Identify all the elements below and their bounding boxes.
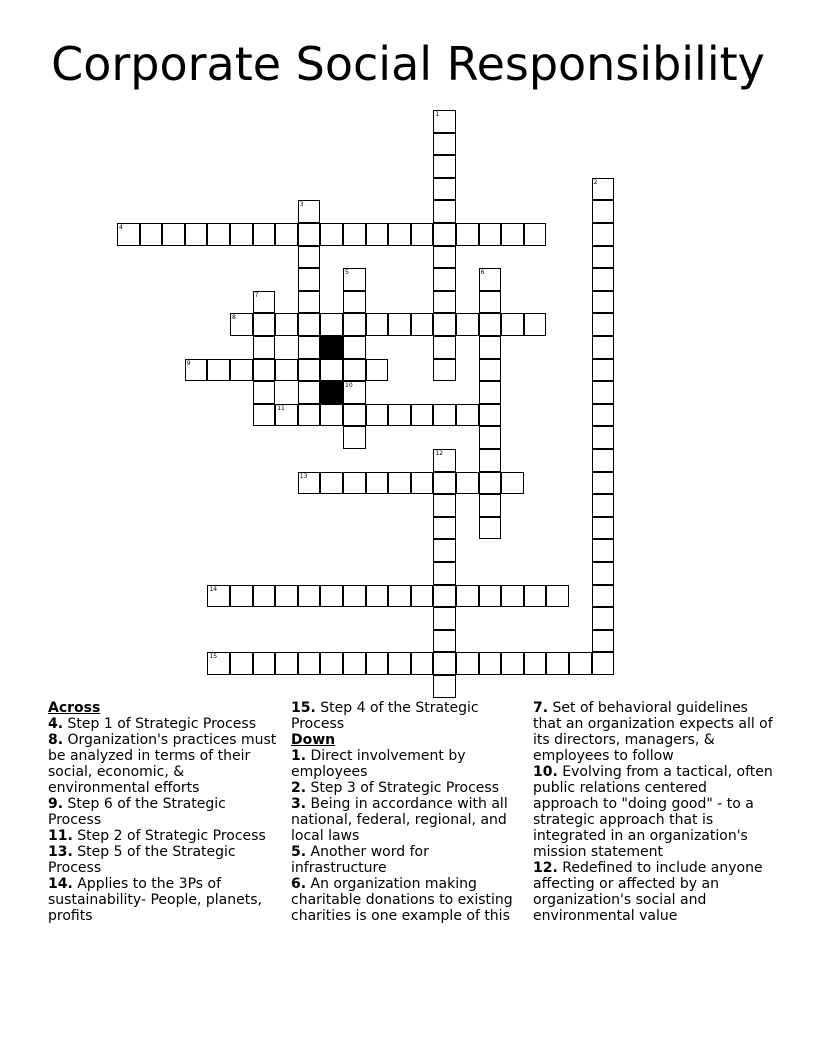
grid-cell[interactable] xyxy=(592,381,615,404)
grid-cell[interactable] xyxy=(592,539,615,562)
clue-number: 5. xyxy=(291,844,307,860)
grid-cell[interactable] xyxy=(569,652,592,675)
grid-cell[interactable] xyxy=(433,607,456,630)
clue-column-3 xyxy=(533,700,773,924)
grid-cell[interactable] xyxy=(411,223,434,246)
grid-cell[interactable] xyxy=(456,585,479,608)
grid-cell[interactable] xyxy=(366,359,389,382)
grid-cell[interactable] xyxy=(592,517,615,540)
grid-cell[interactable] xyxy=(524,652,547,675)
clue-number: 8. xyxy=(48,732,64,748)
down-clue: 3. Being in accordance with all national, federal, regional, and local laws xyxy=(291,796,508,844)
grid-cell[interactable] xyxy=(343,268,366,291)
clue-number-label: 8 xyxy=(232,314,236,322)
clue-number: 9. xyxy=(48,796,64,812)
clue-number-label: 13 xyxy=(299,472,308,480)
grid-cell[interactable] xyxy=(479,652,502,675)
grid-cell[interactable] xyxy=(479,494,502,517)
grid-cell[interactable] xyxy=(524,223,547,246)
across-clue: 9. Step 6 of the Strategic Process xyxy=(48,796,226,828)
grid-cell[interactable] xyxy=(592,585,615,608)
grid-cell[interactable] xyxy=(433,246,456,269)
grid-cell[interactable] xyxy=(298,585,321,608)
grid-cell[interactable] xyxy=(343,404,366,427)
grid-cell[interactable] xyxy=(592,494,615,517)
grid-cell[interactable] xyxy=(592,630,615,653)
across-clue: 8. Organization's practices must be analyzed in terms of their social, economic, & environmental efforts xyxy=(48,732,277,796)
down-clue: 2. Step 3 of Strategic Process xyxy=(291,780,499,796)
clue-number: 4. xyxy=(48,716,64,732)
grid-cell[interactable] xyxy=(298,472,321,495)
across-clue: 14. Applies to the 3Ps of sustainability- People, planets, profits xyxy=(48,876,262,924)
grid-cell[interactable] xyxy=(388,472,411,495)
grid-cell[interactable] xyxy=(501,223,524,246)
clue-number-label: 3 xyxy=(299,201,304,209)
grid-cell[interactable] xyxy=(253,223,276,246)
clue-number-label: 9 xyxy=(186,359,191,367)
down-clue: 1. Direct involvement by employees xyxy=(291,748,466,780)
grid-cell[interactable] xyxy=(253,359,276,382)
grid-cell[interactable] xyxy=(456,313,479,336)
grid-cell[interactable] xyxy=(320,313,343,336)
clue-number-label: 15 xyxy=(209,653,218,661)
grid-cell[interactable] xyxy=(433,291,456,314)
grid-cell[interactable] xyxy=(592,223,615,246)
grid-block xyxy=(320,336,343,359)
clue-number-label: 7 xyxy=(254,291,259,299)
grid-cell[interactable] xyxy=(366,313,389,336)
grid-cell[interactable] xyxy=(298,223,321,246)
grid-cell[interactable] xyxy=(366,404,389,427)
grid-cell[interactable] xyxy=(388,585,411,608)
grid-cell[interactable] xyxy=(298,268,321,291)
grid-cell[interactable] xyxy=(479,517,502,540)
grid-cell[interactable] xyxy=(185,223,208,246)
grid-cell[interactable] xyxy=(320,472,343,495)
grid-cell[interactable] xyxy=(479,404,502,427)
grid-cell[interactable] xyxy=(433,155,456,178)
clue-number: 12. xyxy=(533,860,558,876)
grid-cell[interactable] xyxy=(411,585,434,608)
grid-cell[interactable] xyxy=(592,359,615,382)
grid-cell[interactable] xyxy=(433,539,456,562)
grid-cell[interactable] xyxy=(479,223,502,246)
clue-number: 10. xyxy=(533,764,558,780)
grid-block xyxy=(320,381,343,404)
clue-number-label: 6 xyxy=(480,269,485,277)
clue-number: 7. xyxy=(533,700,549,716)
clue-column-1 xyxy=(48,700,280,924)
clue-number: 11. xyxy=(48,828,73,844)
grid-cell[interactable] xyxy=(479,291,502,314)
grid-cell[interactable] xyxy=(592,178,615,201)
grid-cell[interactable] xyxy=(388,404,411,427)
grid-cell[interactable] xyxy=(343,313,366,336)
grid-cell[interactable] xyxy=(366,652,389,675)
grid-cell[interactable] xyxy=(524,585,547,608)
grid-cell[interactable] xyxy=(433,630,456,653)
grid-cell[interactable] xyxy=(298,313,321,336)
across-clue: 11. Step 2 of Strategic Process xyxy=(48,828,266,844)
clue-number-label: 14 xyxy=(209,585,218,593)
grid-cell[interactable] xyxy=(343,426,366,449)
grid-cell[interactable] xyxy=(479,336,502,359)
clue-number: 2. xyxy=(291,780,307,796)
grid-cell[interactable] xyxy=(592,449,615,472)
grid-cell[interactable] xyxy=(479,449,502,472)
grid-cell[interactable] xyxy=(320,223,343,246)
clue-number-label: 1 xyxy=(435,111,440,118)
grid-cell[interactable] xyxy=(366,223,389,246)
grid-cell[interactable] xyxy=(433,313,456,336)
grid-cell[interactable] xyxy=(501,652,524,675)
grid-cell[interactable] xyxy=(162,223,185,246)
grid-cell[interactable] xyxy=(592,268,615,291)
grid-cell[interactable] xyxy=(592,426,615,449)
grid-cell[interactable] xyxy=(207,223,230,246)
across-clue: 4. Step 1 of Strategic Process xyxy=(48,716,256,732)
grid-cell[interactable] xyxy=(298,246,321,269)
grid-cell[interactable] xyxy=(433,562,456,585)
grid-cell[interactable] xyxy=(298,200,321,223)
grid-cell[interactable] xyxy=(411,313,434,336)
grid-cell[interactable] xyxy=(230,585,253,608)
grid-cell[interactable] xyxy=(433,200,456,223)
across-clue: 15. Step 4 of the Strategic Process xyxy=(291,700,479,732)
clue-number-label: 5 xyxy=(345,269,349,277)
grid-cell[interactable] xyxy=(479,313,502,336)
grid-cell[interactable] xyxy=(456,652,479,675)
grid-cell[interactable] xyxy=(479,268,502,291)
grid-cell[interactable] xyxy=(366,585,389,608)
grid-cell[interactable] xyxy=(275,223,298,246)
grid-cell[interactable] xyxy=(253,652,276,675)
down-heading: Down xyxy=(291,732,336,748)
clue-number: 13. xyxy=(48,844,73,860)
grid-cell[interactable] xyxy=(433,675,456,698)
grid-cell[interactable] xyxy=(433,517,456,540)
grid-cell[interactable] xyxy=(343,291,366,314)
grid-cell[interactable] xyxy=(433,359,456,382)
grid-cell[interactable] xyxy=(592,246,615,269)
grid-cell[interactable] xyxy=(207,359,230,382)
clue-number: 6. xyxy=(291,876,307,892)
grid-cell[interactable] xyxy=(501,472,524,495)
grid-cell[interactable] xyxy=(343,381,366,404)
grid-cell[interactable] xyxy=(433,110,456,133)
grid-cell[interactable] xyxy=(456,404,479,427)
grid-cell[interactable] xyxy=(366,472,389,495)
grid-cell[interactable] xyxy=(275,359,298,382)
grid-cell[interactable] xyxy=(207,652,230,675)
grid-cell[interactable] xyxy=(433,336,456,359)
grid-cell[interactable] xyxy=(592,313,615,336)
grid-cell[interactable] xyxy=(343,359,366,382)
puzzle-title: Corporate Social Responsibility xyxy=(51,37,765,91)
clue-number: 3. xyxy=(291,796,307,812)
grid-cell[interactable] xyxy=(433,223,456,246)
grid-cell[interactable] xyxy=(433,494,456,517)
grid-cell[interactable] xyxy=(320,585,343,608)
grid-cell[interactable] xyxy=(524,313,547,336)
grid-cell[interactable] xyxy=(298,291,321,314)
grid-cell[interactable] xyxy=(320,652,343,675)
grid-cell[interactable] xyxy=(275,313,298,336)
grid-cell[interactable] xyxy=(298,381,321,404)
grid-cell[interactable] xyxy=(479,585,502,608)
down-clue: 6. An organization making charitable donations to existing charities is one example of this xyxy=(291,876,513,924)
grid-cell[interactable] xyxy=(230,313,253,336)
clue-number-label: 12 xyxy=(435,450,444,457)
grid-cell[interactable] xyxy=(592,562,615,585)
grid-cell[interactable] xyxy=(207,585,230,608)
grid-cell[interactable] xyxy=(275,585,298,608)
grid-cell[interactable] xyxy=(479,359,502,382)
grid-cell[interactable] xyxy=(343,336,366,359)
grid-cell[interactable] xyxy=(479,381,502,404)
clue-number-label: 10 xyxy=(345,382,353,390)
grid-cell[interactable] xyxy=(546,585,569,608)
grid-cell[interactable] xyxy=(320,359,343,382)
grid-cell[interactable] xyxy=(433,472,456,495)
clue-number: 1. xyxy=(291,748,307,764)
clue-number-label: 2 xyxy=(593,178,598,186)
grid-cell[interactable] xyxy=(592,404,615,427)
grid-cell[interactable] xyxy=(320,404,343,427)
grid-cell[interactable] xyxy=(592,607,615,630)
clue-number-label: 11 xyxy=(277,404,285,412)
grid-cell[interactable] xyxy=(275,404,298,427)
grid-cell[interactable] xyxy=(253,313,276,336)
grid-cell[interactable] xyxy=(343,585,366,608)
across-heading: Across xyxy=(48,700,101,716)
grid-cell[interactable] xyxy=(411,404,434,427)
grid-cell[interactable] xyxy=(388,313,411,336)
grid-cell[interactable] xyxy=(433,404,456,427)
grid-cell[interactable] xyxy=(501,585,524,608)
grid-cell[interactable] xyxy=(275,652,298,675)
grid-cell[interactable] xyxy=(388,652,411,675)
grid-cell[interactable] xyxy=(230,359,253,382)
grid-cell[interactable] xyxy=(253,336,276,359)
grid-cell[interactable] xyxy=(298,359,321,382)
grid-cell[interactable] xyxy=(592,336,615,359)
grid-cell[interactable] xyxy=(433,178,456,201)
down-clue: 5. Another word for infrastructure xyxy=(291,844,429,876)
grid-cell[interactable] xyxy=(185,359,208,382)
grid-cell[interactable] xyxy=(117,223,140,246)
clue-column-2 xyxy=(291,700,525,924)
grid-cell[interactable] xyxy=(343,472,366,495)
grid-cell[interactable] xyxy=(592,472,615,495)
clue-number: 14. xyxy=(48,876,73,892)
grid-cell[interactable] xyxy=(230,223,253,246)
grid-cell[interactable] xyxy=(411,472,434,495)
grid-cell[interactable] xyxy=(433,268,456,291)
down-clue: 10. Evolving from a tactical, often public relations centered approach to "doing good" - to a strategic approach that is integrated in an organization's mission statement xyxy=(533,764,773,860)
grid-cell[interactable] xyxy=(592,652,615,675)
down-clue: 12. Redefined to include anyone affecting or affected by an organization's social and environmental value xyxy=(533,860,763,924)
grid-cell[interactable] xyxy=(456,223,479,246)
across-clue: 13. Step 5 of the Strategic Process xyxy=(48,844,236,876)
grid-cell[interactable] xyxy=(298,404,321,427)
grid-cell[interactable] xyxy=(433,449,456,472)
grid-cell[interactable] xyxy=(253,291,276,314)
grid-cell[interactable] xyxy=(343,223,366,246)
grid-cell[interactable] xyxy=(140,223,163,246)
grid-cell[interactable] xyxy=(253,404,276,427)
grid-cell[interactable] xyxy=(298,336,321,359)
grid-cell[interactable] xyxy=(592,291,615,314)
grid-cell[interactable] xyxy=(253,381,276,404)
down-clue: 7. Set of behavioral guidelines that an organization expects all of its directors, managers, & employees to follow xyxy=(533,700,773,764)
grid-cell[interactable] xyxy=(343,652,366,675)
grid-cell[interactable] xyxy=(433,652,456,675)
grid-cell[interactable] xyxy=(546,652,569,675)
grid-cell[interactable] xyxy=(479,426,502,449)
grid-cell[interactable] xyxy=(501,313,524,336)
grid-cell[interactable] xyxy=(411,652,434,675)
grid-cell[interactable] xyxy=(388,223,411,246)
grid-cell[interactable] xyxy=(298,652,321,675)
clue-number-label: 4 xyxy=(119,224,123,231)
clue-number: 15. xyxy=(291,700,316,716)
grid-cell[interactable] xyxy=(479,472,502,495)
grid-cell[interactable] xyxy=(253,585,276,608)
grid-cell[interactable] xyxy=(456,472,479,495)
grid-cell[interactable] xyxy=(592,200,615,223)
grid-cell[interactable] xyxy=(230,652,253,675)
grid-cell[interactable] xyxy=(433,585,456,608)
grid-cell[interactable] xyxy=(433,133,456,156)
